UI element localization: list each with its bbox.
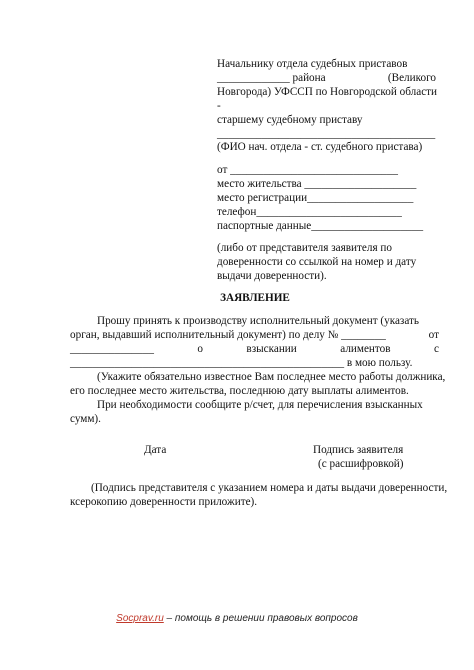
body-p1-line-2-case: орган, выдавший исполнительный документ) по делу № ________ [70, 329, 386, 341]
body-p2-line-1: (Укажите обязательно известное Вам последнее место работы должника, [97, 371, 446, 383]
body-p1-line-3 [70, 342, 439, 356]
note-line-2: ксерокопию доверенности приложите). [70, 496, 258, 508]
addressee-line-2-district: _____________ района [217, 72, 326, 84]
representative-note-2: доверенности со ссылкой на номер и дату [217, 256, 417, 268]
footer-tagline: – помощь в решении правовых вопросов [163, 613, 358, 624]
representative-note-1: (либо от представителя заявителя по [217, 242, 392, 254]
registration-line: место регистрации___________________ [217, 192, 414, 204]
body-p1-line-1: Прошу принять к производству исполнительный документ (указать [97, 315, 420, 327]
addressee-line-1: Начальнику отдела судебных приставов [217, 58, 408, 70]
footer-site-link[interactable]: Socprav.ru [116, 613, 164, 624]
body-p1-line-2 [70, 328, 439, 342]
addressee-line-4: - [217, 100, 221, 112]
body-p1-line-3-alimentov: алиментов [340, 343, 391, 355]
signature-label: Подпись заявителя [313, 444, 404, 456]
passport-line: паспортные данные____________________ [217, 220, 424, 232]
signature-hint: (с расшифровкой) [318, 458, 404, 470]
note-line-1: (Подпись представителя с указанием номера и даты выдачи доверенности, [91, 482, 448, 494]
body-p1-line-3-vzyskanii: взыскании [246, 343, 297, 355]
addressee-line-2-city: (Великого [387, 72, 436, 84]
body-p1-line-3-blank: _______________ [70, 343, 154, 355]
body-p2-line-2: его последнее место жительства, последнюю дату выплаты алиментов. [70, 385, 409, 397]
document-title: ЗАЯВЛЕНИЕ [220, 292, 290, 304]
date-label: Дата [144, 444, 167, 456]
body-p1-line-3-o: о [197, 343, 203, 355]
fio-blank-line: _______________________________________ [217, 128, 436, 140]
body-p1-line-2-from: от [428, 329, 439, 341]
fio-hint: (ФИО нач. отдела - ст. судебного пристава) [217, 141, 423, 153]
footer [0, 613, 474, 624]
residence-line: место жительства ____________________ [217, 178, 417, 190]
from-line: от ______________________________ [217, 164, 398, 176]
body-p1-line-3-s: с [434, 343, 439, 355]
body-p1-line-4: _________________________________________________ в мою пользу. [70, 357, 413, 369]
body-p3-line-1: При необходимости сообщите р/счет, для перечисления взысканных [97, 399, 423, 411]
addressee-line-5: старшему судебному приставу [217, 114, 363, 126]
phone-line: телефон__________________________ [217, 206, 402, 218]
representative-note-3: выдачи доверенности). [217, 270, 327, 282]
body-p3-line-2: сумм). [70, 413, 101, 425]
addressee-line-3: Новгорода) УФССП по Новгородской области [217, 86, 438, 98]
addressee-line-2 [217, 71, 436, 85]
